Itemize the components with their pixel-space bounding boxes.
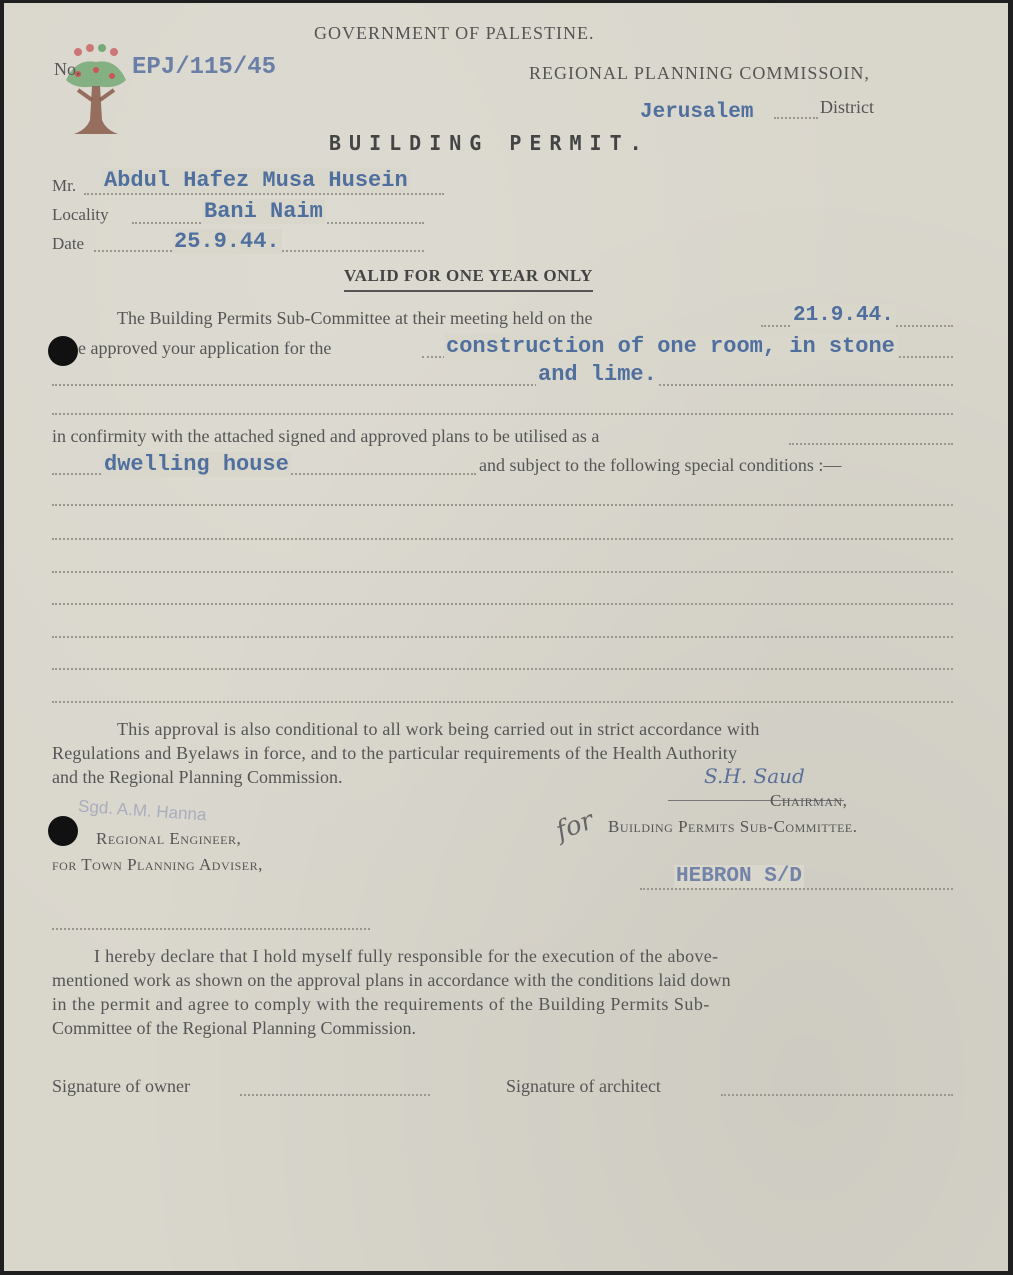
district-label: District [820, 97, 874, 117]
validity-notice: VALID FOR ONE YEAR ONLY [344, 266, 593, 292]
condition-line [52, 504, 953, 506]
architect-signature-label: Signature of architect [506, 1076, 661, 1096]
name-dots [84, 193, 444, 195]
blank-dots [52, 413, 953, 415]
purpose-line-2: and lime. [538, 362, 657, 387]
town-planning-line: for Town Planning Adviser, [52, 855, 263, 874]
government-heading: GOVERNMENT OF PALESTINE. [314, 23, 595, 43]
declaration-line-1: I hereby declare that I hold myself fully responsible for the execution of the above- [94, 946, 719, 966]
number-label: No. [54, 59, 81, 79]
conditional-line-1: This approval is also conditional to all work being carried out in strict accordance with [117, 719, 760, 739]
architect-signature-dots[interactable] [721, 1094, 953, 1096]
mr-label: Mr. [52, 176, 77, 195]
approval-line-4: in confirmity with the attached signed and approved plans to be utilised as a [52, 426, 600, 446]
condition-line [52, 538, 953, 540]
tree-logo-icon [56, 40, 136, 140]
approval-line-1: The Building Permits Sub-Committee at their meeting held on the [117, 308, 593, 328]
conditional-line-2: Regulations and Byelaws in force, and to the particular requirements of the Health Authority [52, 743, 738, 763]
purpose-dots-2 [52, 384, 953, 386]
meeting-date: 21.9.44. [793, 304, 894, 327]
district-dots [774, 117, 818, 119]
stamp-dots [640, 888, 953, 890]
applicant-name: Abdul Hafez Musa Husein [104, 168, 408, 193]
committee-label: Building Permits Sub-Committee. [608, 817, 858, 836]
condition-line [52, 571, 953, 573]
declaration-line-3: in the permit and agree to comply with the requirements of the Building Permits Sub- [52, 994, 710, 1014]
district-value: Jerusalem [640, 101, 754, 124]
condition-line [52, 668, 953, 670]
owner-signature-label: Signature of owner [52, 1076, 190, 1096]
signature-dots [52, 928, 370, 930]
hebron-stamp: HEBRON S/D [676, 865, 803, 888]
owner-signature-dots[interactable] [240, 1094, 430, 1096]
condition-line [52, 603, 953, 605]
permit-document [4, 3, 1008, 1271]
condition-line [52, 701, 953, 703]
for-mark: for [552, 805, 598, 847]
conditions-intro: and subject to the following special conditions :— [479, 455, 842, 475]
declaration-line-4: Committee of the Regional Planning Commission. [52, 1018, 416, 1038]
locality-value: Bani Naim [204, 199, 323, 224]
reference-number: EPJ/115/45 [132, 54, 277, 81]
engineer-stamp: Sgd. A.M. Hanna [77, 796, 208, 825]
engineer-role: Regional Engineer, [96, 829, 242, 848]
date-label: Date [52, 234, 85, 253]
date-value: 25.9.44. [174, 229, 280, 254]
locality-label: Locality [52, 205, 109, 224]
chairman-label: Chairman, [770, 791, 848, 810]
punch-hole [48, 336, 78, 366]
approval-line-2: e approved your application for the [78, 338, 332, 358]
declaration-line-2: mentioned work as shown on the approval plans in accordance with the conditions laid down [52, 970, 731, 990]
chairman-signature: S.H. Saud [704, 764, 805, 788]
commission-heading: REGIONAL PLANNING COMMISSOIN, [529, 63, 870, 83]
permit-title: BUILDING PERMIT. [329, 131, 650, 155]
condition-line [52, 636, 953, 638]
conditional-line-3: and the Regional Planning Commission. [52, 767, 343, 787]
purpose-line-1: construction of one room, in stone [446, 334, 895, 359]
punch-hole [48, 816, 78, 846]
use-dots-1 [789, 443, 953, 445]
use-value: dwelling house [104, 452, 289, 477]
